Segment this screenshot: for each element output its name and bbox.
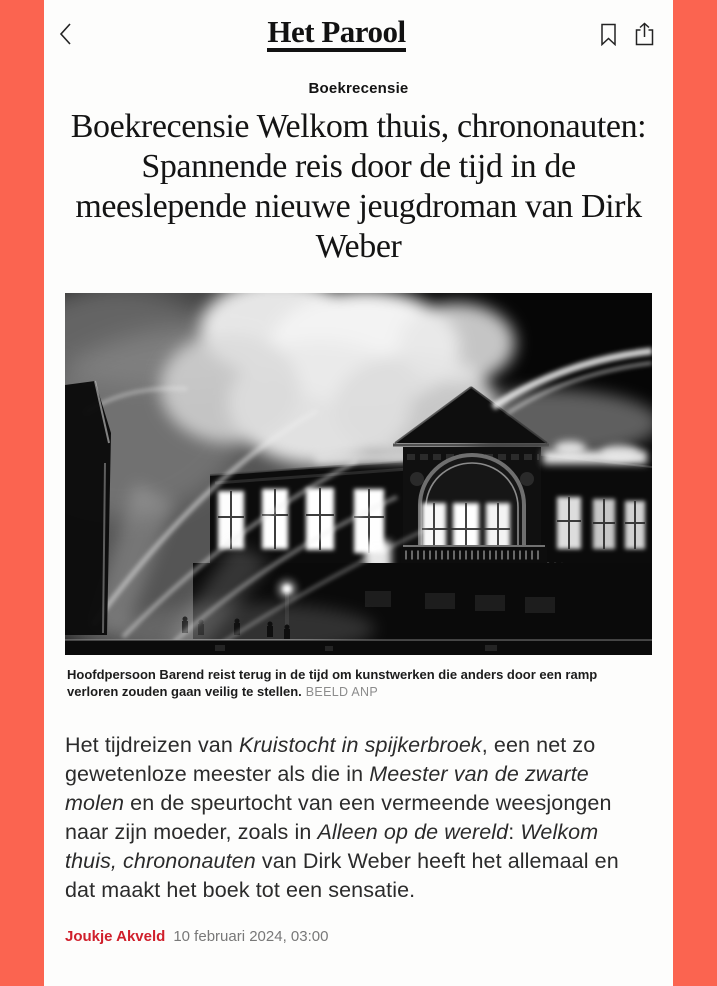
bookmark-icon [600, 23, 617, 46]
photo-caption-text: Hoofdpersoon Barend reist terug in de tijd om kunstwerken die anders door een ramp verloren zouden gaan veilig te stellen. [67, 667, 598, 699]
photo-credit: BEELD ANP [305, 685, 378, 699]
author-name[interactable]: Joukje Akveld [65, 928, 166, 945]
article-category: Boekrecensie [308, 80, 409, 97]
article-headline: Boekrecensie Welkom thuis, chrononauten: Spannende reis door de tijd in de meeslepende nieuwe jeugdroman van Dirk Weber [70, 108, 647, 265]
photo-caption [67, 666, 652, 701]
chevron-left-icon [58, 22, 73, 46]
byline [65, 928, 652, 945]
article-card [44, 0, 673, 986]
top-bar [44, 0, 673, 52]
masthead-logo[interactable]: Het Parool [267, 16, 405, 52]
fire-photo-illustration [65, 293, 652, 655]
article-intro: Het tijdreizen van Kruistocht in spijkerbroek, een net zo gewetenloze meester als die in Meester van de zwarte molen en de speurtocht van een vermeende weesjongen naar zijn moeder, zoals in Alleen op de wereld: Welkom thuis, chrononauten van Dirk Weber heeft het allemaal en dat maakt het boek tot een sensatie. [65, 733, 619, 902]
article-photo [65, 293, 652, 655]
bookmark-button[interactable] [598, 21, 619, 48]
top-bar-actions [598, 20, 657, 48]
share-button[interactable] [632, 20, 657, 48]
back-button[interactable] [56, 20, 75, 48]
publish-date: 10 februari 2024, 03:00 [173, 928, 329, 945]
share-icon [634, 22, 655, 46]
